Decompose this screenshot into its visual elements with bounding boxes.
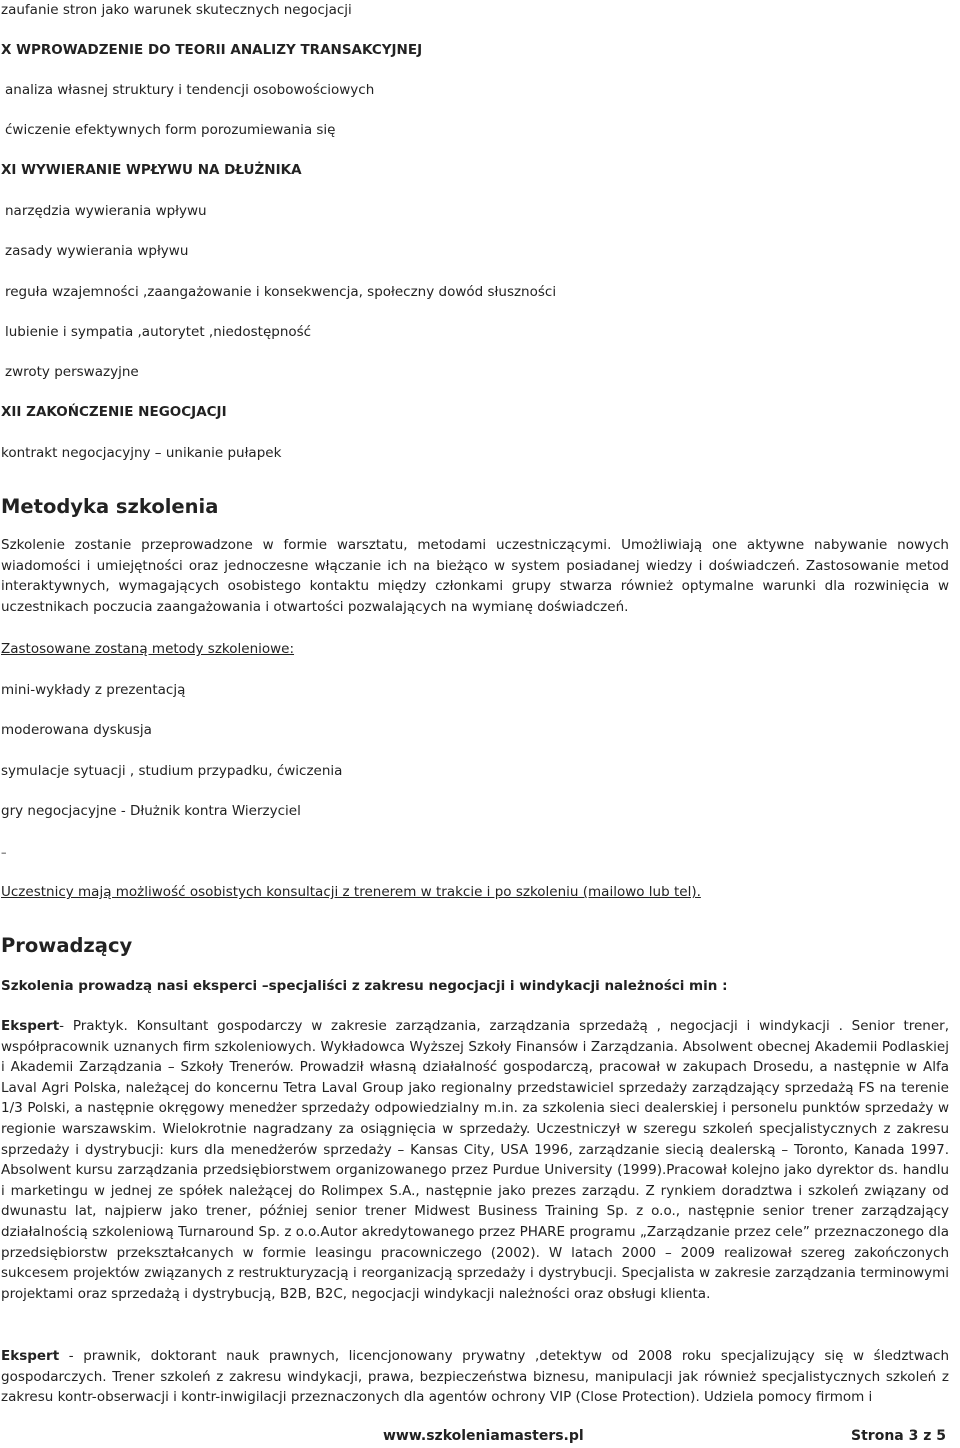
agenda-section-heading: XI WYWIERANIE WPŁYWU NA DŁUŻNIKA xyxy=(1,162,302,178)
method-item: mini-wykłady z prezentacją xyxy=(1,682,186,698)
expert-one-label: Ekspert xyxy=(1,1018,60,1034)
page-footer xyxy=(0,1428,946,1448)
prowadzacy-heading: Prowadzący xyxy=(1,934,133,957)
agenda-item: ćwiczenie efektywnych form porozumiewania się xyxy=(5,122,336,138)
method-item: gry negocjacyjne - Dłużnik kontra Wierzyciel xyxy=(1,803,301,819)
agenda-item: kontrakt negocjacyjny – unikanie pułapek xyxy=(1,445,282,461)
dash-mark: – xyxy=(1,846,7,859)
metodyka-heading: Metodyka szkolenia xyxy=(1,495,219,518)
agenda-item: lubienie i sympatia ,autorytet ,niedostępność xyxy=(5,324,312,340)
agenda-item: analiza własnej struktury i tendencji osobowościowych xyxy=(5,82,375,98)
consultation-note: Uczestnicy mają możliwość osobistych konsultacji z trenerem w trakcie i po szkoleniu (mailowo lub tel). xyxy=(1,884,701,900)
expert-two-text: - prawnik, doktorant nauk prawnych, licencjonowany prywatny ,detektyw od 2008 roku specjalizujący się w śledztwach gospodarczych. Trener szkoleń z zakresu windykacji, prawa, bezpieczeństwa biznesu, manipulacji jak również specjalistycznych szkoleń z zakresu kontr-obserwacji i kontr-inwigilacji przeznaczonych dla agentów ochrony VIP (Close Protection). Udziela pomocy firmom i xyxy=(1,1348,949,1406)
expert-two-label: Ekspert xyxy=(1,1348,60,1364)
metodyka-paragraph: Szkolenie zostanie przeprowadzone w formie warsztatu, metodami uczestniczącymi. Umożliwiają one aktywne nabywanie nowych wiadomości i umiejętności oraz jednoczesne włączanie ich na bieżąco w system posiadanej wiedzy i doświadczeń. Zastosowanie metod interaktywnych, wymagających osobistego kontaktu między członkami grupy stwarza również optymalne warunki dla rozwinięcia w uczestnikach poczucia zaangażowania i otwartości pozwalających na wymianę doświadczeń. xyxy=(1,537,949,615)
method-item: moderowana dyskusja xyxy=(1,722,152,738)
agenda-item: reguła wzajemności ,zaangażowanie i konsekwencja, społeczny dowód słuszności xyxy=(5,284,557,300)
prowadzacy-subheading: Szkolenia prowadzą nasi eksperci –specjaliści z zakresu negocjacji i windykacji należności min : xyxy=(1,978,728,994)
expert-two-bio xyxy=(1,1346,949,1408)
method-item: symulacje sytuacji , studium przypadku, ćwiczenia xyxy=(1,763,343,779)
expert-one-bio xyxy=(1,1016,949,1304)
agenda-item: zasady wywierania wpływu xyxy=(5,243,189,259)
agenda-section-heading: X WPROWADZENIE DO TEORII ANALIZY TRANSAKCYJNEJ xyxy=(1,42,423,58)
footer-website-link[interactable]: www.szkoleniamasters.pl xyxy=(383,1428,584,1444)
agenda-item: zwroty perswazyjne xyxy=(5,364,139,380)
agenda-item: narzędzia wywierania wpływu xyxy=(5,203,207,219)
footer-page-number: Strona 3 z 5 xyxy=(851,1428,946,1444)
agenda-section-heading: XII ZAKOŃCZENIE NEGOCJACJI xyxy=(1,404,227,420)
expert-one-text: - Praktyk. Konsultant gospodarczy w zakresie zarządzania, zarządzania sprzedażą , negocjacji i windykacji . Senior trener, współpracownik uznanych firm szkoleniowych. Wykładowca Wyższej Szkoły Finansów i Zarządzania. Absolwent obecnej Akademii Podlaskiej i Akademii Zarządzania – Szkoły Trenerów. Prowadził własną działalność gospodarczą, pracował w zakupach Drosedu, a następnie w Alfa Laval Agri Polska, należącej do koncernu Tetra Laval Group jako regionalny przedstawiciel sprzedaży zarządzający sprzedażą FS na terenie 1/3 Polski, a następnie okręgowy menedżer sprzedaży odpowiedzialny m.in. za szkolenia sieci dealerskiej i personelu punktów sprzedaży w regionie warszawskim. Wielokrotnie nagradzany za osiągnięcia w sprzedaży. Uczestniczył w szeregu szkoleń specjalistycznych z zakresu sprzedaży i dystrybucji: kurs dla menedżerów sprzedaży – Kansas City, USA 1996, zarządzanie siecią dealerską – Toronto, Kanada 1997. Absolwent kursu zarządzania przedsiębiorstwem organizowanego przez Purdue University (1999).Pracował kolejno jako dyrektor ds. handlu i marketingu w jednej ze spółek należącej do Rolimpex S.A., następnie jako prezes zarządu. Z rynkiem doradztwa i szkoleń związany od dwunastu lat, najpierw jako trener, później senior trener Midwest Business Training Sp. z o.o., następnie senior trener zarządzający działalnością szkoleniową Turnaround Sp. z o.o.Autor akredytowanego przez PHARE programu „Zarządzanie przez cele” przeznaczonego dla przedsiębiorstw przekształcanych w formie leasingu pracowniczego (2002). W latach 2000 – 2009 realizował szereg zakończonych sukcesem projektów związanych z restrukturyzacją i reorganizacją sprzedaży i dystrybucji. Specjalista w zakresie zarządzania terminowymi projektami oraz sprzedażą i dystrybucją, B2B, B2C, negocjacji windykacji należności oraz obsługi klienta. xyxy=(1,1018,949,1302)
methods-intro: Zastosowane zostaną metody szkoleniowe: xyxy=(1,641,295,657)
agenda-item: zaufanie stron jako warunek skutecznych negocjacji xyxy=(1,2,352,18)
